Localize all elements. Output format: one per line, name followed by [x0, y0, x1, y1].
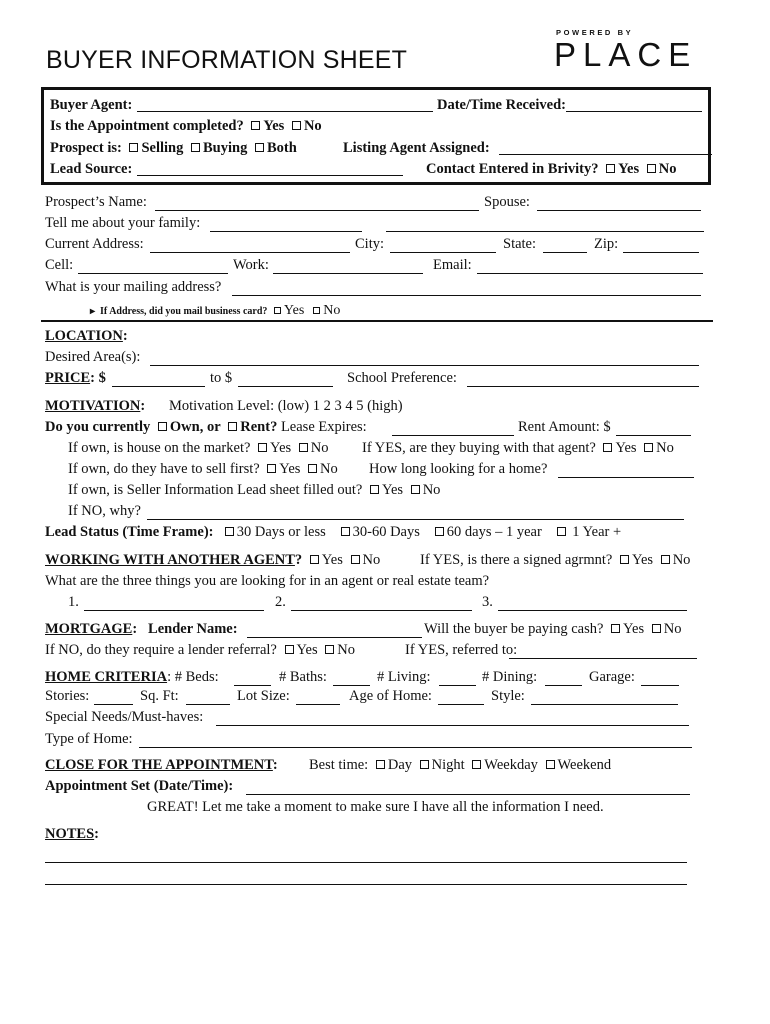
close-colon: :: [272, 757, 278, 773]
working-agent-yes-label: Yes: [321, 552, 343, 568]
three-things-field-1[interactable]: [84, 610, 264, 611]
ts4-checkbox[interactable]: [557, 527, 566, 536]
mail-card-no-label: No: [323, 303, 341, 318]
if-no-why-field[interactable]: [147, 519, 684, 520]
selling-label: Selling: [141, 140, 184, 156]
night-checkbox[interactable]: [420, 760, 429, 769]
signed-no-checkbox[interactable]: [661, 555, 670, 564]
garage-label: Garage:: [589, 669, 635, 685]
paying-cash-row: [424, 621, 682, 638]
working-agent-heading: WORKING WITH ANOTHER AGENT: [45, 552, 295, 568]
lead-source-field[interactable]: [137, 175, 403, 176]
location-colon: :: [122, 328, 128, 344]
own-rent-row: [45, 419, 367, 436]
three-things-field-2[interactable]: [291, 610, 472, 611]
own-label: Own, or: [169, 419, 221, 435]
own-market-row: [68, 440, 329, 457]
working-agent-no-checkbox[interactable]: [351, 555, 360, 564]
appt-no-label: No: [303, 118, 322, 134]
seller-info-row: [68, 482, 440, 499]
buying-agent-no-label: No: [656, 440, 674, 456]
rent-amount-field[interactable]: [616, 435, 691, 436]
city-field[interactable]: [390, 252, 496, 253]
ts1-checkbox[interactable]: [225, 527, 234, 536]
cash-yes-label: Yes: [623, 621, 645, 637]
market-no-label: No: [310, 440, 329, 456]
buyer-agent-field[interactable]: [137, 111, 433, 112]
brivity-yes-checkbox[interactable]: [606, 164, 615, 173]
notes-colon: :: [94, 826, 100, 842]
lease-expires-label: Lease Expires:: [280, 419, 367, 435]
appt-no-checkbox[interactable]: [292, 121, 301, 130]
zip-label: Zip:: [594, 236, 619, 252]
lender-referral-label: If NO, do they require a lender referral?: [45, 642, 277, 658]
day-checkbox[interactable]: [376, 760, 385, 769]
buying-label: Buying: [202, 140, 248, 156]
desired-areas-label: Desired Area(s):: [45, 349, 141, 365]
how-long-field[interactable]: [558, 477, 694, 478]
mail-card-yes-checkbox[interactable]: [274, 307, 281, 314]
baths-label: # Baths:: [279, 669, 327, 685]
desired-areas-field[interactable]: [150, 365, 699, 366]
lender-referral-row: [45, 642, 355, 659]
home-criteria-row: [45, 669, 219, 686]
appt-yes-label: Yes: [263, 118, 285, 134]
rent-label: Rent?: [240, 419, 278, 435]
prospect-name-label: Prospect’s Name:: [45, 194, 147, 210]
appt-yes-checkbox[interactable]: [251, 121, 260, 130]
best-time-row: [309, 757, 611, 774]
buying-checkbox[interactable]: [191, 143, 200, 152]
school-pref-field[interactable]: [467, 386, 699, 387]
work-field[interactable]: [273, 273, 423, 274]
page-title: BUYER INFORMATION SHEET: [46, 46, 408, 74]
ts1-label: 30 Days or less: [236, 524, 326, 540]
location-heading-text: LOCATION: [45, 328, 123, 344]
mortgage-row: [45, 621, 238, 638]
working-agent-no-label: No: [362, 552, 381, 568]
seller-info-no-label: No: [422, 482, 441, 498]
both-checkbox[interactable]: [255, 143, 264, 152]
lender-name-field[interactable]: [247, 637, 422, 638]
sell-first-yes-label: Yes: [279, 461, 301, 477]
motivation-level: Motivation Level: (low) 1 2 3 4 5 (high): [169, 398, 403, 414]
signed-agrmnt-label: If YES, is there a signed agrmnt?: [420, 552, 613, 568]
buying-agent-yes-label: Yes: [615, 440, 637, 456]
close-heading-row: [45, 757, 278, 774]
school-pref-label: School Preference:: [347, 370, 457, 386]
cell-label: Cell:: [45, 257, 74, 273]
sqft-label: Sq. Ft:: [140, 688, 179, 704]
cash-yes-checkbox[interactable]: [611, 624, 620, 633]
lot-size-label: Lot Size:: [237, 688, 290, 704]
working-agent-q: ?: [294, 552, 303, 568]
motivation-heading: MOTIVATION: [45, 398, 141, 414]
brivity-yes-label: Yes: [618, 161, 640, 177]
buying-with-agent-row: [362, 440, 674, 457]
cash-no-checkbox[interactable]: [652, 624, 661, 633]
stories-field[interactable]: [94, 704, 133, 705]
sqft-field[interactable]: [186, 704, 230, 705]
brivity-label: Contact Entered in Brivity?: [426, 161, 599, 177]
state-field[interactable]: [543, 252, 587, 253]
prospect-name-field[interactable]: [155, 210, 479, 211]
special-needs-label: Special Needs/Must-haves:: [45, 709, 204, 725]
brivity-no-label: No: [658, 161, 677, 177]
mortgage-colon: :: [132, 621, 138, 637]
email-field[interactable]: [477, 273, 703, 274]
signed-yes-checkbox[interactable]: [620, 555, 629, 564]
price-to-field[interactable]: [238, 386, 333, 387]
mail-card-yes-label: Yes: [283, 303, 305, 318]
signed-no-label: No: [672, 552, 691, 568]
ts3-label: 60 days – 1 year: [446, 524, 542, 540]
market-no-checkbox[interactable]: [299, 443, 308, 452]
sell-first-row: [68, 461, 338, 478]
sell-first-no-checkbox[interactable]: [308, 464, 317, 473]
own-market-label: If own, is house on the market?: [68, 440, 251, 456]
mail-card-row: [90, 303, 340, 319]
current-address-label: Current Address:: [45, 236, 144, 252]
rent-amount-label: Rent Amount: $: [518, 419, 611, 435]
lead-status-row: [45, 524, 621, 541]
listing-agent-label: Listing Agent Assigned:: [343, 140, 490, 156]
appointment-completed-row: [50, 118, 322, 135]
own-checkbox[interactable]: [158, 422, 167, 431]
notes-line-1[interactable]: [45, 862, 687, 863]
referral-no-checkbox[interactable]: [325, 645, 334, 654]
style-field[interactable]: [531, 704, 678, 705]
city-label: City:: [355, 236, 385, 252]
mailing-address-label: What is your mailing address?: [45, 279, 222, 295]
ts2-label: 30-60 Days: [352, 524, 420, 540]
location-heading: [45, 328, 128, 345]
num-1: 1.: [68, 594, 79, 610]
referral-yes-label: Yes: [296, 642, 318, 658]
weekday-checkbox[interactable]: [472, 760, 481, 769]
home-criteria-heading: HOME CRITERIA: [45, 669, 168, 685]
rent-checkbox[interactable]: [228, 422, 237, 431]
signed-agrmnt-row: [420, 552, 690, 569]
family-label: Tell me about your family:: [45, 215, 201, 231]
day-label: Day: [387, 757, 413, 773]
weekend-label: Weekend: [557, 757, 612, 773]
referred-to-label: If YES, referred to:: [405, 642, 518, 658]
dining-label: # Dining:: [482, 669, 538, 685]
signed-yes-label: Yes: [631, 552, 654, 568]
age-field[interactable]: [438, 704, 484, 705]
beds-label: : # Beds:: [167, 669, 219, 685]
sell-first-label: If own, do they have to sell first?: [68, 461, 260, 477]
logo-tagline: POWERED BY: [556, 28, 634, 37]
buyer-agent-label: Buyer Agent:: [50, 97, 133, 113]
price-from-field[interactable]: [112, 386, 205, 387]
price-heading: PRICE: [45, 370, 91, 386]
market-yes-label: Yes: [270, 440, 292, 456]
appointment-completed-label: Is the Appointment completed?: [50, 118, 244, 134]
baths-field[interactable]: [333, 685, 370, 686]
seller-info-yes-label: Yes: [381, 482, 404, 498]
working-agent-yes-checkbox[interactable]: [310, 555, 319, 564]
motivation-colon: :: [140, 398, 146, 414]
lease-expires-field[interactable]: [392, 435, 514, 436]
bullet-icon: ▸: [90, 306, 96, 317]
special-needs-field[interactable]: [216, 725, 689, 726]
notes-line-2[interactable]: [45, 884, 687, 885]
section-divider: [41, 320, 713, 322]
seller-info-label: If own, is Seller Information Lead sheet filled out?: [68, 482, 363, 498]
num-3: 3.: [482, 594, 493, 610]
paying-cash-label: Will the buyer be paying cash?: [424, 621, 604, 637]
cell-field[interactable]: [78, 273, 228, 274]
notes-heading: NOTES: [45, 826, 95, 842]
working-agent-row: [45, 552, 380, 569]
living-label: # Living:: [377, 669, 431, 685]
mortgage-heading: MORTGAGE: [45, 621, 133, 637]
price-to-label: to $: [210, 370, 233, 386]
spouse-field[interactable]: [537, 210, 701, 211]
three-things-label: What are the three things you are looking for in an agent or real estate team?: [45, 573, 490, 589]
buying-agent-yes-checkbox[interactable]: [603, 443, 612, 452]
mail-card-label: If Address, did you mail business card?: [100, 306, 268, 317]
lead-source-label: Lead Source:: [50, 161, 133, 177]
notes-heading-row: [45, 826, 99, 843]
work-label: Work:: [233, 257, 269, 273]
sell-first-yes-checkbox[interactable]: [267, 464, 276, 473]
type-of-home-label: Type of Home:: [45, 731, 133, 747]
buying-with-agent-label: If YES, are they buying with that agent?: [362, 440, 596, 456]
price-row: [45, 370, 106, 387]
brivity-row: [426, 161, 676, 178]
mailing-address-field[interactable]: [232, 295, 701, 296]
logo-place: PLACE: [554, 36, 698, 73]
seller-info-yes-checkbox[interactable]: [370, 485, 379, 494]
date-received-field[interactable]: [566, 111, 702, 112]
dining-field[interactable]: [545, 685, 582, 686]
beds-field[interactable]: [234, 685, 271, 686]
appt-set-label: Appointment Set (Date/Time):: [45, 778, 234, 794]
ts4-label: 1 Year +: [572, 524, 622, 540]
close-heading: CLOSE FOR THE APPOINTMENT: [45, 757, 273, 773]
family-field[interactable]: [210, 231, 362, 232]
living-field[interactable]: [439, 685, 476, 686]
great-message: GREAT! Let me take a moment to make sure I have all the information I need.: [147, 799, 604, 815]
email-label: Email:: [433, 257, 472, 273]
weekend-checkbox[interactable]: [546, 760, 555, 769]
night-label: Night: [431, 757, 465, 773]
weekday-label: Weekday: [484, 757, 538, 773]
family-field-2[interactable]: [386, 231, 704, 232]
motivation-row: [45, 398, 145, 415]
prospect-type-row: [50, 140, 297, 157]
garage-field[interactable]: [641, 685, 679, 686]
lead-status-label: Lead Status (Time Frame):: [45, 524, 214, 540]
stories-label: Stories:: [45, 688, 90, 704]
market-yes-checkbox[interactable]: [258, 443, 267, 452]
age-label: Age of Home:: [349, 688, 432, 704]
prospect-is-label: Prospect is:: [50, 140, 122, 156]
date-received-label: Date/Time Received:: [437, 97, 566, 113]
selling-checkbox[interactable]: [129, 143, 138, 152]
lender-name-label: Lender Name:: [148, 621, 238, 637]
brivity-no-checkbox[interactable]: [647, 164, 656, 173]
sell-first-no-label: No: [320, 461, 338, 477]
ts2-checkbox[interactable]: [341, 527, 350, 536]
spouse-label: Spouse:: [484, 194, 530, 210]
current-address-field[interactable]: [150, 252, 350, 253]
listing-agent-field[interactable]: [499, 154, 712, 155]
num-2: 2.: [275, 594, 286, 610]
buying-agent-no-checkbox[interactable]: [644, 443, 653, 452]
referral-no-label: No: [337, 642, 355, 658]
referred-to-field[interactable]: [509, 658, 697, 659]
lot-size-field[interactable]: [296, 704, 340, 705]
type-of-home-field[interactable]: [139, 747, 692, 748]
both-label: Both: [266, 140, 297, 156]
appt-set-field[interactable]: [246, 794, 690, 795]
best-time-label: Best time:: [309, 757, 369, 773]
mail-card-no-checkbox[interactable]: [313, 307, 320, 314]
zip-field[interactable]: [623, 252, 699, 253]
how-long-label: How long looking for a home?: [369, 461, 548, 477]
price-from-label: : $: [90, 370, 106, 386]
ts3-checkbox[interactable]: [435, 527, 444, 536]
state-label: State:: [503, 236, 537, 252]
style-label: Style:: [491, 688, 525, 704]
if-no-why-label: If NO, why?: [68, 503, 141, 519]
referral-yes-checkbox[interactable]: [285, 645, 294, 654]
three-things-field-3[interactable]: [498, 610, 687, 611]
seller-info-no-checkbox[interactable]: [411, 485, 420, 494]
currently-label: Do you currently: [45, 419, 151, 435]
cash-no-label: No: [663, 621, 682, 637]
